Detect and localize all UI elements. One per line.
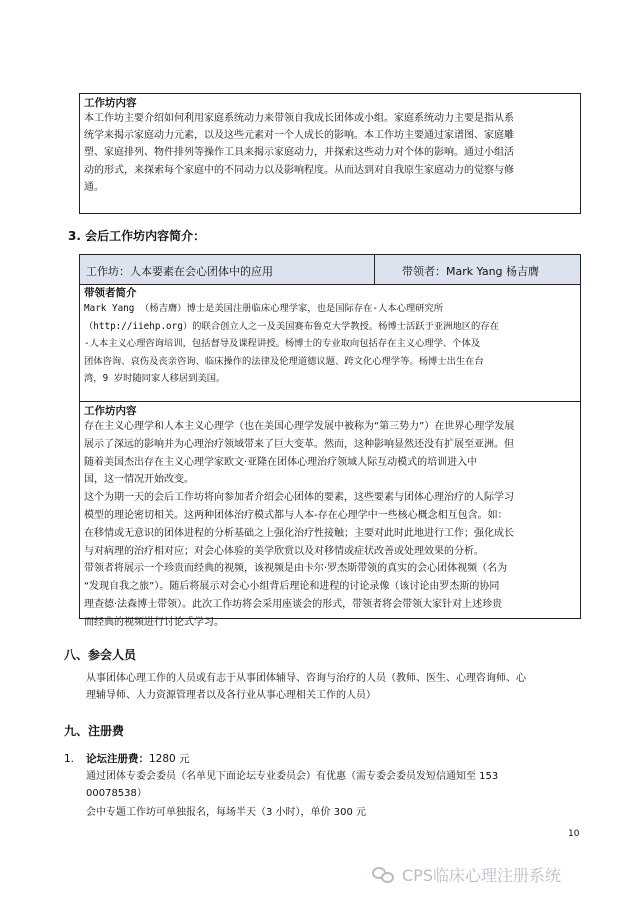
fee-label: 论坛注册费： xyxy=(86,753,149,765)
text-line: 统学来揭示家庭动力元素，以及这些元素对一个人成长的影响。本工作坊主要通过家谱图、家庭雕 xyxy=(84,130,514,142)
attendees-text xyxy=(86,670,586,704)
text-line: Mark Yang （杨吉膺）博士是美国注册临床心理学家，也是国际存在-人本心理研究所 xyxy=(84,303,444,314)
wechat-icon xyxy=(372,865,396,885)
text-line: 在移情或无意识的团体进程的分析基础之上强化治疗性接触；主要对此时此地进行工作；强化成长 xyxy=(84,527,514,539)
leader-bio-text xyxy=(80,300,580,388)
text-line: 存在主义心理学和人本主义心理学（也在美国心理学发展中被称为“第三势力”）在世界心理学发展 xyxy=(84,421,515,432)
leader-bio-section xyxy=(80,285,580,402)
workshop-title-cell: 工作坊：人本要素在会心团体中的应用 xyxy=(86,265,273,278)
leader-bio-title: 带领者简介 xyxy=(84,287,137,299)
workshop-content-box xyxy=(79,93,581,214)
text-line: 团体咨询、哀伤及丧亲咨询、临床操作的法律及伦理道德议题、跨文化心理学等。杨博士出生在台 xyxy=(84,355,484,367)
post-workshop-table xyxy=(79,254,581,628)
text-line: 而经典的视频进行讨论式学习。 xyxy=(84,616,224,628)
text-line: 国，这一情况开始改变。 xyxy=(84,474,194,486)
text-line: 从事团体心理工作的人员或有志于从事团体辅导、咨询与治疗的人员（教师、医生、心理咨询师、心 xyxy=(86,673,526,684)
workshop-detail-text xyxy=(80,418,580,632)
fee-discount-note xyxy=(86,768,566,802)
text-line: 本工作坊主要介绍如何利用家庭系统动力来带领自我成长团体或小组。家庭系统动力主要是指从系 xyxy=(84,113,514,124)
text-line: 湾，9 岁时随同家人移居到美国。 xyxy=(84,373,226,384)
workshop-detail-section xyxy=(80,403,580,628)
section-9-heading: 九、注册费 xyxy=(64,724,125,738)
text-line: 与对病理的治疗相对应；对会心体验的美学欣赏以及对移情或症状改善或处理效果的分析。 xyxy=(84,545,484,557)
fee-item-number: 1. xyxy=(64,753,75,765)
session-fee-line: 会中专题工作坊可单独报名，每场半天（3 小时），单价 300 元 xyxy=(86,807,366,818)
workshop-content-text xyxy=(80,110,580,196)
text-line: 带领者将展示一个珍贵而经典的视频，该视频是由卡尔·罗杰斯带领的真实的会心团体视频（名为 xyxy=(84,563,508,575)
workshop-content-title: 工作坊内容 xyxy=(84,97,137,109)
text-line: 动的形式，来探索每个家庭中的不同动力以及影响程度。从而达到对自我原生家庭动力的觉察与修 xyxy=(84,164,514,176)
text-line: 理查德·法森博士带领）。此次工作坊将会采用座谈会的形式，带领者将会带领大家针对上述珍贵 xyxy=(84,598,503,610)
text-line: 塑、家庭排列、物件排列等操作工具来揭示家庭动力，并探索这些动力对个体的影响。通过小组活 xyxy=(84,147,514,159)
workshop-detail-title: 工作坊内容 xyxy=(84,405,137,417)
table-header-row xyxy=(80,255,580,285)
section-3-heading: 3. 会后工作坊内容简介： xyxy=(68,229,206,243)
watermark-text: CPS临床心理注册系统 xyxy=(402,866,561,885)
text-line: 随着美国杰出存在主义心理学家欧文·亚隆在团体心理治疗领域人际互动模式的培训进入中 xyxy=(84,456,478,468)
header-divider xyxy=(374,255,375,285)
text-line: 理辅导师、人力资源管理者以及各行业从事心理相关工作的人员） xyxy=(86,690,376,701)
section-8-heading: 八、参会人员 xyxy=(64,648,137,662)
text-line: -人本主义心理咨询培训，包括督导及课程讲授。杨博士的专业取向包括存在主义心理学、个体及 xyxy=(84,338,481,349)
text-line: 通。 xyxy=(84,181,104,193)
forum-fee-row xyxy=(64,751,190,766)
text-line: 通过团体专委会委员（名单见下面论坛专业委员会）有优惠（需专委会委员发短信通知至 153 xyxy=(86,771,499,782)
text-line: 展示了深远的影响并为心理治疗领域带来了巨大变革。然而，这种影响显然还没有扩展至亚洲。但 xyxy=(84,438,514,450)
watermark xyxy=(372,863,561,886)
text-line: 模型的理论密切相关。这两种团体治疗模式都与人本-存在心理学中一些核心概念相互包含。如： xyxy=(84,509,508,521)
page-number: 10 xyxy=(568,829,580,839)
fee-amount: 1280 元 xyxy=(149,753,190,765)
text-line: 00078538） xyxy=(86,788,147,799)
text-line: 这个为期一天的会后工作坊将向参加者介绍会心团体的要素，这些要素与团体心理治疗的人际学习 xyxy=(84,492,514,504)
text-line: “发现自我之旅”）。随后将展示对会心小组背后理论和进程的讨论录像（该讨论由罗杰斯的协同 xyxy=(84,581,500,593)
text-line: （http://iiehp.org）的联合创立人之一及美国赛布鲁克大学教授。杨博士活跃于亚洲地区的存在 xyxy=(84,320,499,332)
leader-cell: 带领者：Mark Yang 杨吉膺 xyxy=(402,265,540,278)
